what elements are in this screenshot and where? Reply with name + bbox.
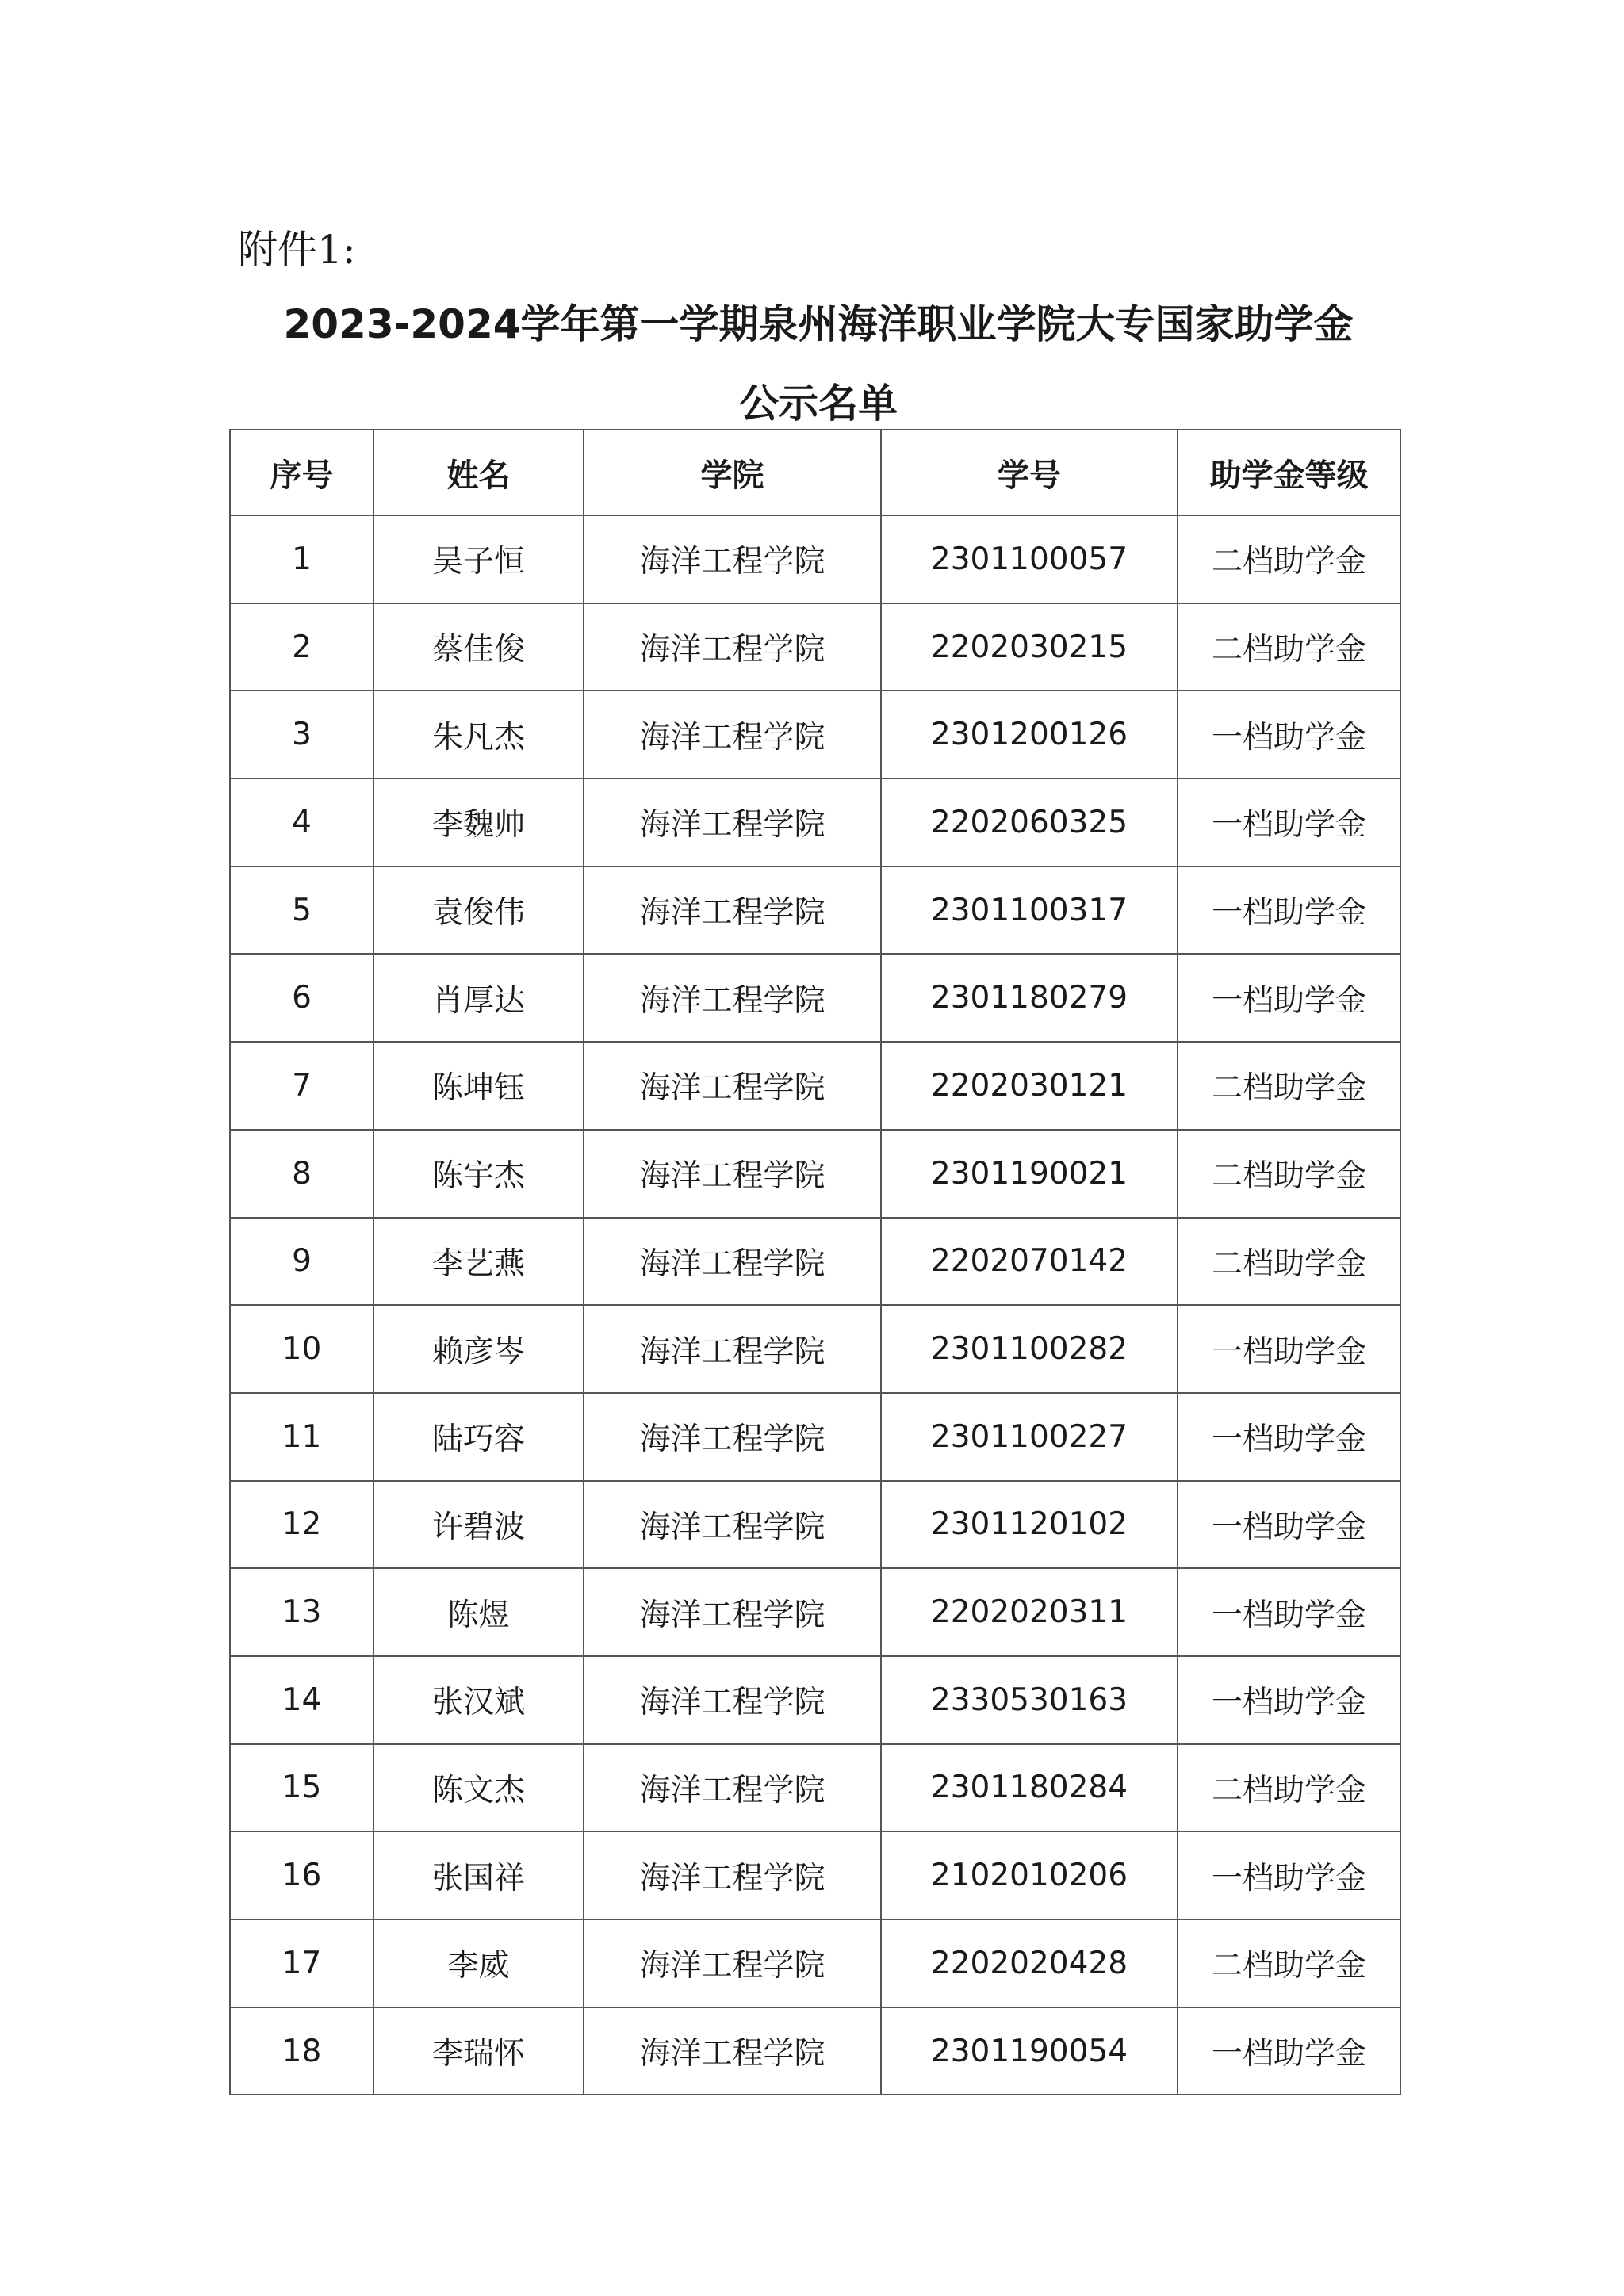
cell-index: 12: [230, 1481, 373, 1569]
column-header-grant-level: 助学金等级: [1178, 430, 1400, 515]
cell-grant-level: 一档助学金: [1178, 1393, 1400, 1481]
table-row: [230, 1919, 1400, 2007]
cell-grant-level: 一档助学金: [1178, 1656, 1400, 1744]
cell-grant-level: 一档助学金: [1178, 691, 1400, 779]
cell-college: 海洋工程学院: [584, 603, 881, 691]
document-title: 2023-2024学年第一学期泉州海洋职业学院大专国家助学金: [283, 301, 1354, 347]
cell-name: 李瑞怀: [373, 2007, 584, 2095]
cell-name: 蔡佳俊: [373, 603, 584, 691]
cell-name: 李艺燕: [373, 1218, 584, 1306]
cell-student-id: 2301180279: [881, 954, 1178, 1042]
cell-grant-level: 一档助学金: [1178, 2007, 1400, 2095]
cell-name: 赖彦岑: [373, 1305, 584, 1393]
cell-name: 张汉斌: [373, 1656, 584, 1744]
cell-college: 海洋工程学院: [584, 1393, 881, 1481]
cell-grant-level: 一档助学金: [1178, 954, 1400, 1042]
cell-student-id: 2330530163: [881, 1656, 1178, 1744]
cell-student-id: 2301100227: [881, 1393, 1178, 1481]
cell-name: 陆巧容: [373, 1393, 584, 1481]
cell-grant-level: 二档助学金: [1178, 1744, 1400, 1832]
cell-student-id: 2202020428: [881, 1919, 1178, 2007]
cell-college: 海洋工程学院: [584, 1042, 881, 1130]
cell-index: 8: [230, 1130, 373, 1218]
cell-index: 4: [230, 779, 373, 867]
cell-name: 肖厚达: [373, 954, 584, 1042]
table-row: [230, 1393, 1400, 1481]
cell-student-id: 2301200126: [881, 691, 1178, 779]
cell-name: 朱凡杰: [373, 691, 584, 779]
cell-grant-level: 一档助学金: [1178, 1568, 1400, 1656]
cell-college: 海洋工程学院: [584, 779, 881, 867]
table-row: [230, 1130, 1400, 1218]
cell-college: 海洋工程学院: [584, 1831, 881, 1919]
column-header-index: 序号: [230, 430, 373, 515]
table-row: [230, 867, 1400, 955]
cell-college: 海洋工程学院: [584, 954, 881, 1042]
cell-name: 李魏帅: [373, 779, 584, 867]
cell-index: 15: [230, 1744, 373, 1832]
cell-student-id: 2301100057: [881, 515, 1178, 603]
table-row: [230, 603, 1400, 691]
cell-index: 1: [230, 515, 373, 603]
table-row: [230, 1656, 1400, 1744]
cell-student-id: 2301180284: [881, 1744, 1178, 1832]
table-row: [230, 1218, 1400, 1306]
column-header-student-id: 学号: [881, 430, 1178, 515]
cell-index: 16: [230, 1831, 373, 1919]
table-row: [230, 1481, 1400, 1569]
cell-grant-level: 二档助学金: [1178, 603, 1400, 691]
cell-grant-level: 一档助学金: [1178, 1305, 1400, 1393]
cell-name: 陈煜: [373, 1568, 584, 1656]
cell-grant-level: 二档助学金: [1178, 1218, 1400, 1306]
column-header-college: 学院: [584, 430, 881, 515]
cell-college: 海洋工程学院: [584, 515, 881, 603]
cell-student-id: 2202020311: [881, 1568, 1178, 1656]
cell-college: 海洋工程学院: [584, 691, 881, 779]
recipient-table: [229, 429, 1401, 2095]
cell-index: 10: [230, 1305, 373, 1393]
attachment-label: 附件1:: [238, 227, 356, 273]
cell-index: 17: [230, 1919, 373, 2007]
cell-college: 海洋工程学院: [584, 1568, 881, 1656]
cell-name: 袁俊伟: [373, 867, 584, 955]
cell-index: 6: [230, 954, 373, 1042]
cell-grant-level: 一档助学金: [1178, 867, 1400, 955]
cell-student-id: 2301100317: [881, 867, 1178, 955]
table-row: [230, 1042, 1400, 1130]
cell-student-id: 2301120102: [881, 1481, 1178, 1569]
table-row: [230, 1744, 1400, 1832]
table-row: [230, 954, 1400, 1042]
cell-student-id: 2301190021: [881, 1130, 1178, 1218]
table-row: [230, 1831, 1400, 1919]
cell-college: 海洋工程学院: [584, 1481, 881, 1569]
cell-college: 海洋工程学院: [584, 1919, 881, 2007]
cell-index: 13: [230, 1568, 373, 1656]
cell-index: 18: [230, 2007, 373, 2095]
table-row: [230, 1568, 1400, 1656]
table-row: [230, 779, 1400, 867]
document-subtitle: 公示名单: [739, 381, 898, 427]
cell-name: 李威: [373, 1919, 584, 2007]
cell-index: 14: [230, 1656, 373, 1744]
table-row: [230, 2007, 1400, 2095]
cell-student-id: 2301100282: [881, 1305, 1178, 1393]
cell-grant-level: 一档助学金: [1178, 1831, 1400, 1919]
cell-student-id: 2202060325: [881, 779, 1178, 867]
cell-name: 陈文杰: [373, 1744, 584, 1832]
cell-name: 陈宇杰: [373, 1130, 584, 1218]
cell-grant-level: 一档助学金: [1178, 1481, 1400, 1569]
table-header-row: [230, 430, 1400, 515]
table-row: [230, 691, 1400, 779]
cell-student-id: 2202030215: [881, 603, 1178, 691]
cell-grant-level: 二档助学金: [1178, 1042, 1400, 1130]
table-row: [230, 1305, 1400, 1393]
table-row: [230, 515, 1400, 603]
cell-college: 海洋工程学院: [584, 867, 881, 955]
cell-college: 海洋工程学院: [584, 1305, 881, 1393]
cell-grant-level: 一档助学金: [1178, 779, 1400, 867]
cell-grant-level: 二档助学金: [1178, 1130, 1400, 1218]
cell-student-id: 2202030121: [881, 1042, 1178, 1130]
cell-index: 3: [230, 691, 373, 779]
cell-index: 5: [230, 867, 373, 955]
cell-college: 海洋工程学院: [584, 1130, 881, 1218]
cell-college: 海洋工程学院: [584, 1656, 881, 1744]
cell-name: 陈坤钰: [373, 1042, 584, 1130]
cell-grant-level: 二档助学金: [1178, 515, 1400, 603]
cell-grant-level: 二档助学金: [1178, 1919, 1400, 2007]
cell-college: 海洋工程学院: [584, 1218, 881, 1306]
cell-index: 11: [230, 1393, 373, 1481]
table-body: [230, 515, 1400, 2095]
column-header-name: 姓名: [373, 430, 584, 515]
cell-college: 海洋工程学院: [584, 1744, 881, 1832]
cell-index: 7: [230, 1042, 373, 1130]
cell-name: 许碧波: [373, 1481, 584, 1569]
cell-student-id: 2301190054: [881, 2007, 1178, 2095]
cell-index: 9: [230, 1218, 373, 1306]
cell-college: 海洋工程学院: [584, 2007, 881, 2095]
cell-student-id: 2102010206: [881, 1831, 1178, 1919]
cell-name: 吴子恒: [373, 515, 584, 603]
cell-index: 2: [230, 603, 373, 691]
cell-name: 张国祥: [373, 1831, 584, 1919]
cell-student-id: 2202070142: [881, 1218, 1178, 1306]
